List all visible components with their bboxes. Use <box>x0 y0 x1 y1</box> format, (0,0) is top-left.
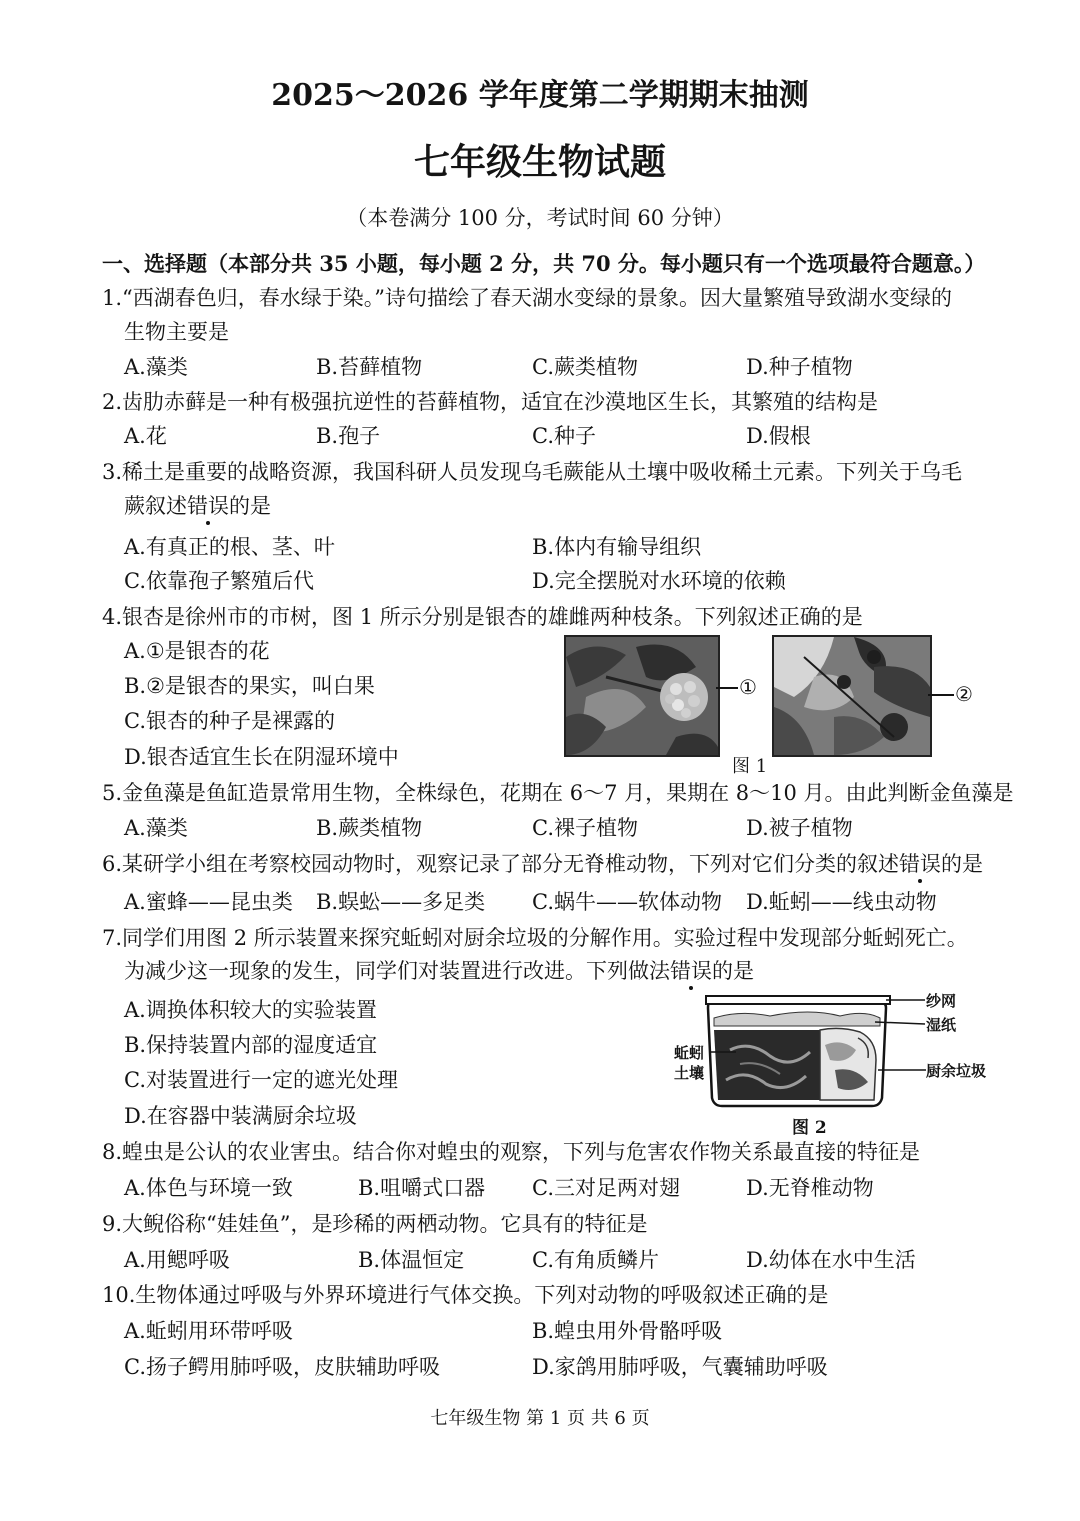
q3-option-c: C.依靠孢子繁殖后代 <box>124 569 314 593</box>
q2-option-a: A.花 <box>124 424 167 448</box>
ginkgo-female-branch-photo <box>772 635 932 757</box>
question-4-line1: 4.银杏是徐州市的市树，图 1 所示分别是银杏的雄雌两种枝条。下列叙述正确的是 <box>102 605 863 629</box>
q6-option-b: B.蜈蚣——多足类 <box>316 890 486 914</box>
q7-option-d: D.在容器中装满厨余垃圾 <box>124 1104 357 1128</box>
q5-option-b: B.蕨类植物 <box>316 816 423 840</box>
question-9-line1: 9.大鲵俗称“娃娃鱼”，是珍稀的两栖动物。它具有的特征是 <box>102 1212 648 1236</box>
exam-subject-title: 七年级生物试题 <box>413 141 666 183</box>
ginkgo-male-branch-photo <box>564 635 720 757</box>
page-footer: 七年级生物 第 1 页 共 6 页 <box>430 1408 650 1429</box>
q6-option-d: D.蚯蚓——线虫动物 <box>746 890 937 914</box>
q9-option-b: B.体温恒定 <box>358 1248 465 1272</box>
question-10-line1: 10.生物体通过呼吸与外界环境进行气体交换。下列对动物的呼吸叙述正确的是 <box>102 1283 829 1307</box>
q7-option-c: C.对装置进行一定的遮光处理 <box>124 1068 398 1092</box>
question-1-line1: 1.“西湖春色归，春水绿于染。”诗句描绘了春天湖水变绿的景象。因大量繁殖导致湖水变绿的 <box>102 286 953 310</box>
q3-text-pre: 蕨叙述 <box>124 494 187 518</box>
figure1-caption: 图 1 <box>732 756 768 777</box>
figure2-label-wet-paper: 湿纸 <box>926 1016 957 1034</box>
question-7-line1: 7.同学们用图 2 所示装置来探究蚯蚓对厨余垃圾的分解作用。实验过程中发现部分蚯蚓死亡。 <box>102 926 968 950</box>
q7-option-b: B.保持装置内部的湿度适宜 <box>124 1033 378 1057</box>
question-6-line1 <box>102 850 983 878</box>
figure2-label-kitchen-waste: 厨余垃圾 <box>926 1062 987 1080</box>
q2-option-c: C.种子 <box>532 424 596 448</box>
q2-option-d: D.假根 <box>746 424 811 448</box>
question-5-line1: 5.金鱼藻是鱼缸造景常用生物，全株绿色，花期在 6～7 月，果期在 8～10 月。由此判断金鱼藻是 <box>102 781 1014 805</box>
figure1-pointer-1 <box>716 687 738 689</box>
q6-option-c: C.蜗牛——软体动物 <box>532 890 722 914</box>
q1-option-b: B.苔藓植物 <box>316 355 423 379</box>
q10-option-c: C.扬子鳄用肺呼吸，皮肤辅助呼吸 <box>124 1355 440 1379</box>
q9-option-a: A.用鳃呼吸 <box>124 1248 230 1272</box>
figure2-caption: 图 2 <box>792 1118 827 1138</box>
q6-option-a: A.蜜蜂——昆虫类 <box>124 890 293 914</box>
q4-option-d: D.银杏适宜生长在阴湿环境中 <box>124 745 399 769</box>
q6-text-pre: 6.某研学小组在考察校园动物时，观察记录了部分无脊椎动物，下列对它们分类的叙述 <box>102 852 900 876</box>
q5-option-a: A.藻类 <box>124 816 188 840</box>
q8-option-a: A.体色与环境一致 <box>124 1176 293 1200</box>
q3-option-d: D.完全摆脱对水环境的依赖 <box>532 569 786 593</box>
figure1-label-2: ② <box>955 682 973 706</box>
question-3-line1: 3.稀土是重要的战略资源，我国科研人员发现乌毛蕨能从土壤中吸收稀土元素。下列关于乌毛 <box>102 460 963 484</box>
q4-option-a: A.①是银杏的花 <box>124 639 270 663</box>
q4-option-b: B.②是银杏的果实，叫白果 <box>124 674 375 698</box>
q4-option-c: C.银杏的种子是裸露的 <box>124 709 335 733</box>
q7-text-pre: 为减少这一现象的发生，同学们对装置进行改进。下列做法 <box>124 959 670 983</box>
figure2-label-earthworm: 蚯蚓 <box>674 1044 705 1062</box>
question-1-line2: 生物主要是 <box>124 320 229 344</box>
figure1-label-1: ① <box>739 675 757 699</box>
section-heading: 一、选择题（本部分共 35 小题，每小题 2 分，共 70 分。每小题只有一个选项最符合题意。） <box>102 251 986 276</box>
q5-option-d: D.被子植物 <box>746 816 853 840</box>
q6-emphasis: 错误 <box>899 852 942 876</box>
question-7-line2 <box>124 957 754 985</box>
q3-text-post: 的是 <box>229 494 271 518</box>
q3-emphasis: 错误 <box>187 494 229 518</box>
q1-option-d: D.种子植物 <box>746 355 853 379</box>
q3-option-a: A.有真正的根、茎、叶 <box>124 535 335 559</box>
q9-option-d: D.幼体在水中生活 <box>746 1248 916 1272</box>
q7-text-post: 的是 <box>712 959 754 983</box>
figure2-label-net: 纱网 <box>926 992 957 1010</box>
q8-option-d: D.无脊椎动物 <box>746 1176 874 1200</box>
q2-option-b: B.孢子 <box>316 424 381 448</box>
question-2-line1: 2.齿肋赤藓是一种有极强抗逆性的苔藓植物，适宜在沙漠地区生长，其繁殖的结构是 <box>102 390 879 414</box>
q10-option-a: A.蚯蚓用环带呼吸 <box>124 1319 293 1343</box>
q8-option-c: C.三对足两对翅 <box>532 1176 680 1200</box>
q1-option-c: C.蕨类植物 <box>532 355 638 379</box>
q9-option-c: C.有角质鳞片 <box>532 1248 659 1272</box>
q6-text-post: 的是 <box>941 852 984 876</box>
q5-option-c: C.裸子植物 <box>532 816 638 840</box>
exam-title: 2025～2026 学年度第二学期期末抽测 <box>271 78 809 113</box>
question-3-line2 <box>124 492 271 520</box>
earthworm-apparatus-figure <box>670 990 970 1130</box>
question-8-line1: 8.蝗虫是公认的农业害虫。结合你对蝗虫的观察，下列与危害农作物关系最直接的特征是 <box>102 1140 921 1164</box>
figure2-label-soil: 土壤 <box>674 1064 705 1082</box>
q8-option-b: B.咀嚼式口器 <box>358 1176 486 1200</box>
q3-option-b: B.体内有输导组织 <box>532 535 702 559</box>
q10-option-b: B.蝗虫用外骨骼呼吸 <box>532 1319 723 1343</box>
q7-emphasis: 错误 <box>670 959 712 983</box>
q1-option-a: A.藻类 <box>124 355 188 379</box>
figure1-pointer-2 <box>928 694 954 696</box>
q7-option-a: A.调换体积较大的实验装置 <box>124 998 377 1022</box>
exam-note: （本卷满分 100 分，考试时间 60 分钟） <box>346 206 734 230</box>
q10-option-d: D.家鸽用肺呼吸，气囊辅助呼吸 <box>532 1355 828 1379</box>
